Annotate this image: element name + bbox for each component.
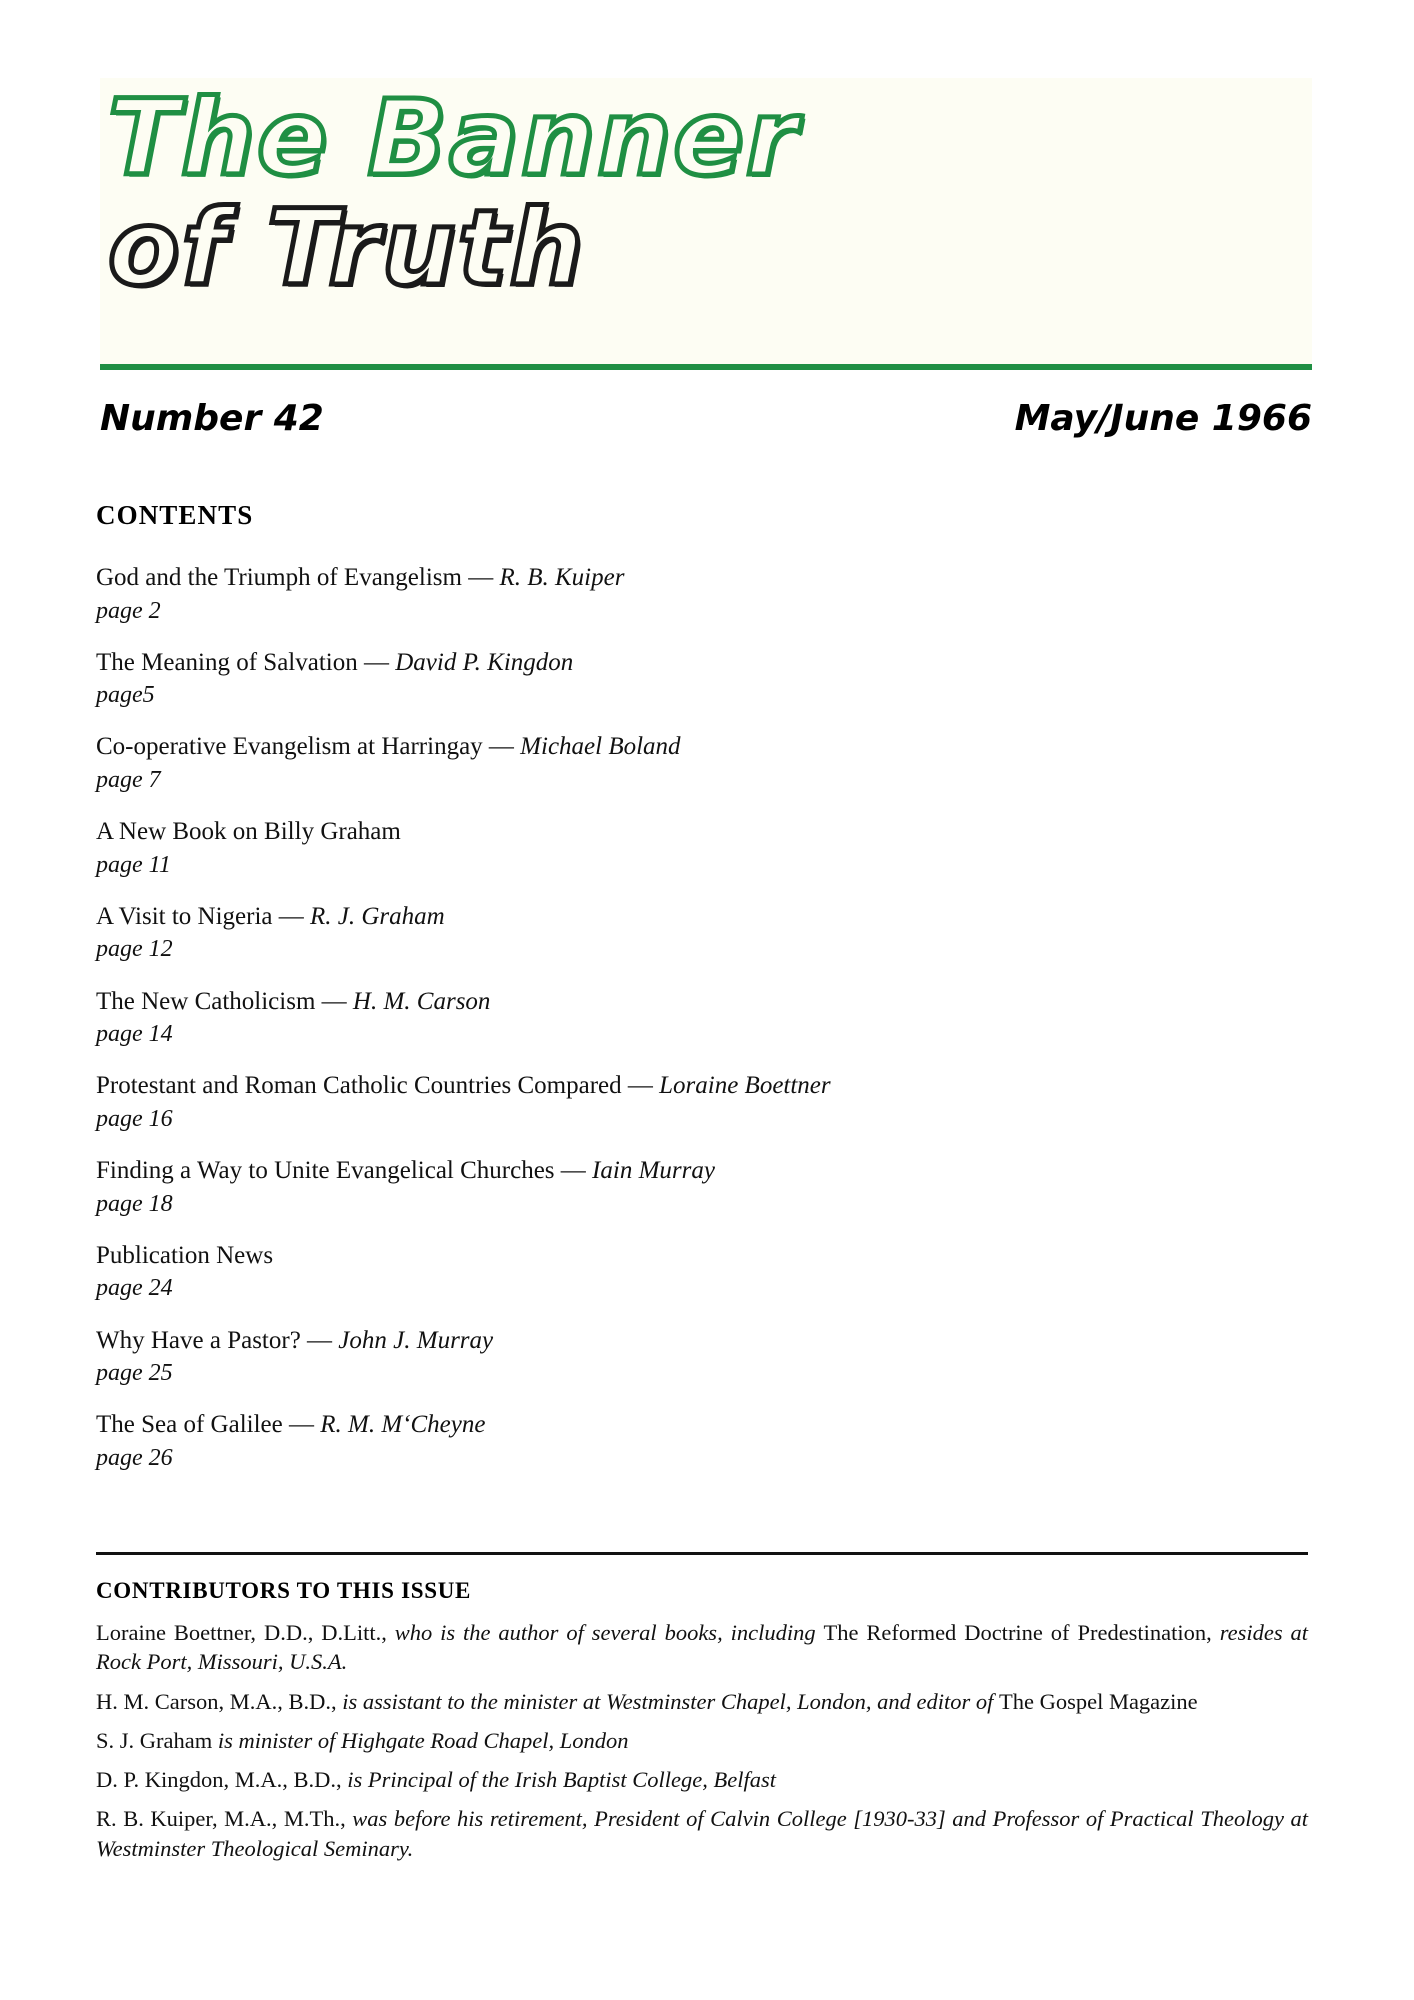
contents-item-title: Co-operative Evangelism at Harringay — bbox=[96, 733, 521, 761]
list-item bbox=[96, 1618, 1308, 1677]
contents-item-title: The New Catholicism — bbox=[96, 987, 353, 1015]
contents-item-title: A Visit to Nigeria — bbox=[96, 902, 311, 930]
contents-item-title: Publication News bbox=[96, 1241, 274, 1269]
contributor-desc: is assistant to the minister at Westminster Chapel, London, and editor of bbox=[342, 1688, 999, 1714]
contents-item-author: Loraine Boettner bbox=[659, 1072, 831, 1100]
contents-item-page: page 24 bbox=[96, 1275, 173, 1302]
contents-item-author: Iain Murray bbox=[592, 1157, 715, 1185]
list-item bbox=[96, 901, 1326, 965]
contributors-divider-rule bbox=[96, 1552, 1308, 1555]
contents-list bbox=[96, 562, 1326, 1494]
masthead-divider-rule bbox=[100, 364, 1312, 370]
list-item bbox=[96, 986, 1326, 1050]
contents-item-title: Protestant and Roman Catholic Countries Compared — bbox=[96, 1072, 660, 1100]
list-item bbox=[96, 1726, 1308, 1755]
contributor-desc: is Principal of the Irish Baptist College, Belfast bbox=[347, 1767, 777, 1792]
contents-item-page: page 7 bbox=[96, 766, 161, 793]
contents-item-title: The Sea of Galilee — bbox=[96, 1411, 321, 1439]
contributor-desc-cont: resides at Rock Port, Missouri, U.S.A. bbox=[96, 1620, 1309, 1675]
contributor-name: Loraine Boettner, D.D., D.Litt., bbox=[96, 1620, 395, 1645]
contents-item-author: R. M. M‘Cheyne bbox=[320, 1411, 486, 1439]
list-item bbox=[96, 1409, 1326, 1473]
list-item bbox=[96, 816, 1326, 880]
issue-number: Number 42 bbox=[100, 398, 324, 439]
contents-item-author: R. J. Graham bbox=[310, 902, 445, 930]
contents-item-page: page 2 bbox=[96, 597, 161, 624]
contributor-desc: is minister of Highgate Road Chapel, London bbox=[217, 1727, 629, 1753]
contributors-list bbox=[96, 1618, 1308, 1873]
contents-item-title: A New Book on Billy Graham bbox=[96, 818, 401, 846]
contents-item-page: page 11 bbox=[96, 851, 171, 878]
list-item bbox=[96, 1240, 1326, 1304]
contributor-desc: was before his retirement, President of Calvin College [1930-33] and Professor of Practical Theology at Westminster Theological Seminary. bbox=[96, 1806, 1308, 1861]
list-item bbox=[96, 562, 1326, 626]
list-item bbox=[96, 1804, 1308, 1863]
contributor-name: S. J. Graham bbox=[96, 1727, 218, 1753]
contents-item-page: page5 bbox=[96, 682, 155, 709]
contents-item-page: page 16 bbox=[96, 1105, 173, 1132]
contents-item-page: page 26 bbox=[96, 1444, 173, 1471]
contents-item-title: God and the Triumph of Evangelism — bbox=[96, 564, 500, 591]
masthead-title-line-1: The Banner bbox=[108, 78, 800, 199]
contributors-heading: CONTRIBUTORS TO THIS ISSUE bbox=[96, 1578, 472, 1603]
contributor-name: R. B. Kuiper, M.A., M.Th., bbox=[96, 1806, 353, 1832]
list-item bbox=[96, 1687, 1308, 1716]
list-item bbox=[96, 1155, 1326, 1219]
contributor-work-title: The Gospel Magazine bbox=[998, 1688, 1198, 1714]
contents-heading: CONTENTS bbox=[96, 500, 254, 530]
contents-item-title: Finding a Way to Unite Evangelical Churches — bbox=[96, 1157, 593, 1185]
contributor-name: H. M. Carson, M.A., B.D., bbox=[96, 1688, 343, 1714]
contents-item-author: R. B. Kuiper bbox=[499, 564, 625, 591]
contents-item-page: page 25 bbox=[96, 1360, 173, 1387]
contents-item-author: Michael Boland bbox=[520, 733, 681, 761]
contents-item-title: Why Have a Pastor? — bbox=[96, 1326, 339, 1354]
masthead-title-line-2: of Truth bbox=[108, 187, 586, 309]
masthead-banner bbox=[100, 78, 1312, 366]
list-item bbox=[96, 1765, 1308, 1794]
contents-item-page: page 12 bbox=[96, 936, 173, 963]
contents-item-title: The Meaning of Salvation — bbox=[96, 648, 396, 676]
list-item bbox=[96, 731, 1326, 795]
list-item bbox=[96, 1070, 1326, 1134]
issue-date: May/June 1966 bbox=[1014, 398, 1312, 439]
issue-line bbox=[100, 398, 1312, 439]
contents-item-page: page 18 bbox=[96, 1190, 173, 1217]
contributor-desc: who is the author of several books, including bbox=[394, 1620, 824, 1645]
contributor-name: D. P. Kingdon, M.A., B.D., bbox=[96, 1767, 348, 1792]
contents-item-author: John J. Murray bbox=[338, 1326, 494, 1354]
list-item bbox=[96, 647, 1326, 711]
contents-item-page: page 14 bbox=[96, 1021, 173, 1048]
contents-item-author: David P. Kingdon bbox=[395, 648, 574, 676]
contributor-work-title: The Reformed Doctrine of Predestination, bbox=[823, 1620, 1212, 1645]
list-item bbox=[96, 1325, 1326, 1389]
contents-item-author: H. M. Carson bbox=[352, 987, 491, 1015]
